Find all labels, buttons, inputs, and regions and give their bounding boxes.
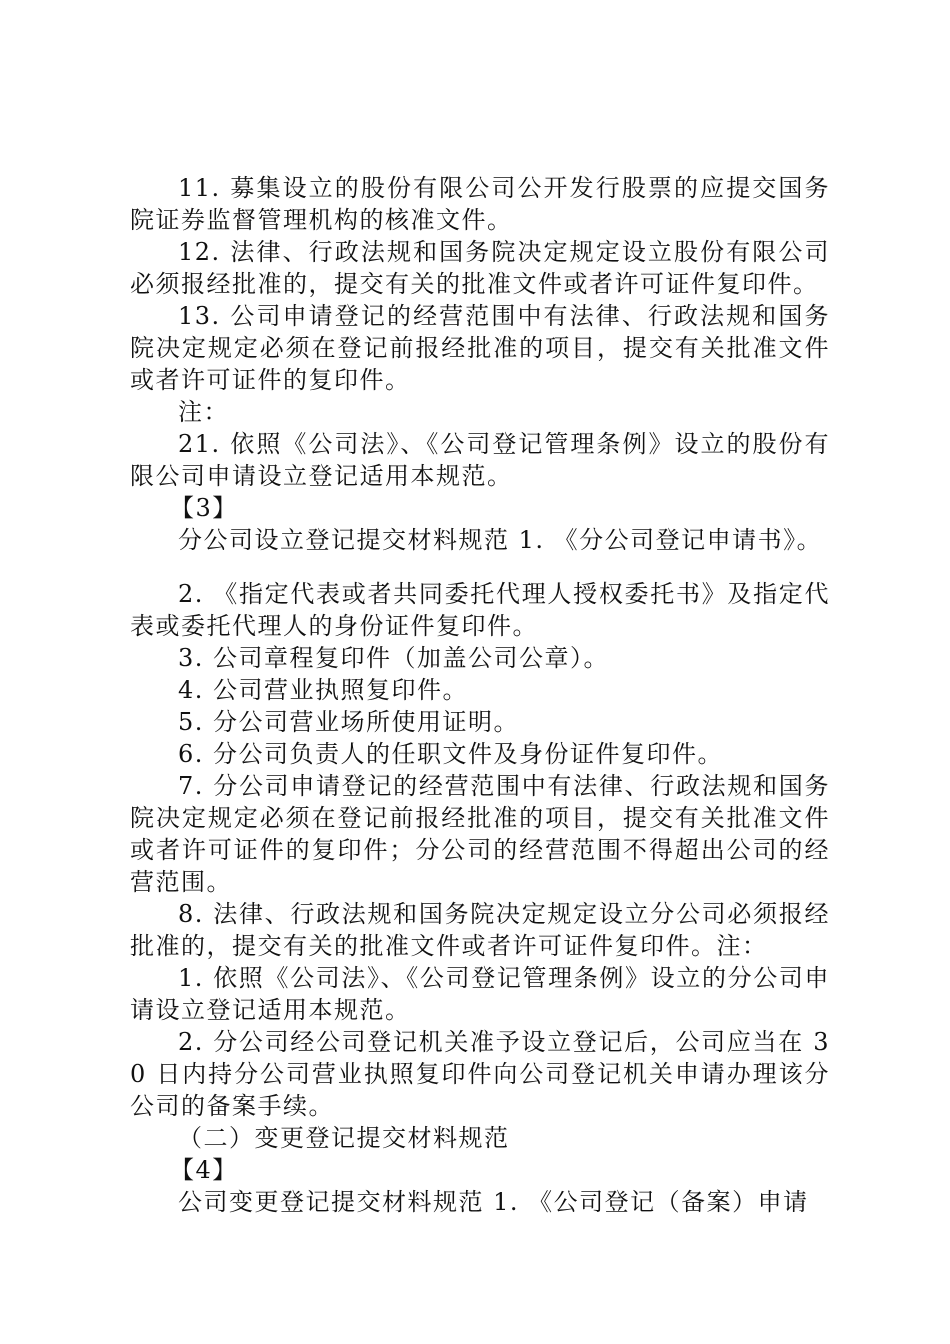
note-label: 注： [178,398,229,426]
branch-note-1: 1. 依照《公司法》、《公司登记管理条例》设立的分公司申请设立登记适用本规范。 [130,964,830,1024]
section-marker-4: 【4】 [170,1156,238,1184]
branch-section-heading: 分公司设立登记提交材料规范 1. 《分公司登记申请书》。 [178,526,823,554]
change-section-heading: 公司变更登记提交材料规范 1. 《公司登记（备案）申请 [178,1188,809,1216]
document-body [130,172,830,1218]
change-section-title: （二）变更登记提交材料规范 [178,1124,510,1152]
branch-item-4: 4. 公司营业执照复印件。 [178,676,469,704]
paragraph-item-13: 13. 公司申请登记的经营范围中有法律、行政法规和国务院决定规定必须在登记前报经批准的项目，提交有关批准文件或者许可证件的复印件。 [130,302,830,394]
paragraph-item-12: 12. 法律、行政法规和国务院决定规定设立股份有限公司必须报经批准的，提交有关的批准文件或者许可证件复印件。 [130,238,830,298]
branch-item-3: 3. 公司章程复印件（加盖公司公章）。 [178,644,610,672]
branch-item-7: 7. 分公司申请登记的经营范围中有法律、行政法规和国务院决定规定必须在登记前报经批准的项目，提交有关批准文件或者许可证件的复印件；分公司的经营范围不得超出公司的经营范围。 [130,772,830,896]
paragraph-item-21: 21. 依照《公司法》、《公司登记管理条例》设立的股份有限公司申请设立登记适用本规范。 [130,430,830,490]
section-marker-3: 【3】 [170,494,238,522]
branch-item-6: 6. 分公司负责人的任职文件及身份证件复印件。 [178,740,724,768]
paragraph-item-11: 11. 募集设立的股份有限公司公开发行股票的应提交国务院证券监督管理机构的核准文件。 [130,174,830,234]
branch-note-2: 2. 分公司经公司登记机关准予设立登记后，公司应当在 30 日内持分公司营业执照复印件向公司登记机关申请办理该分公司的备案手续。 [130,1028,830,1120]
branch-item-2: 2. 《指定代表或者共同委托代理人授权委托书》及指定代表或委托代理人的身份证件复印件。 [130,580,830,640]
branch-item-5: 5. 分公司营业场所使用证明。 [178,708,520,736]
branch-item-8: 8. 法律、行政法规和国务院决定规定设立分公司必须报经批准的，提交有关的批准文件或者许可证件复印件。注： [130,900,830,960]
